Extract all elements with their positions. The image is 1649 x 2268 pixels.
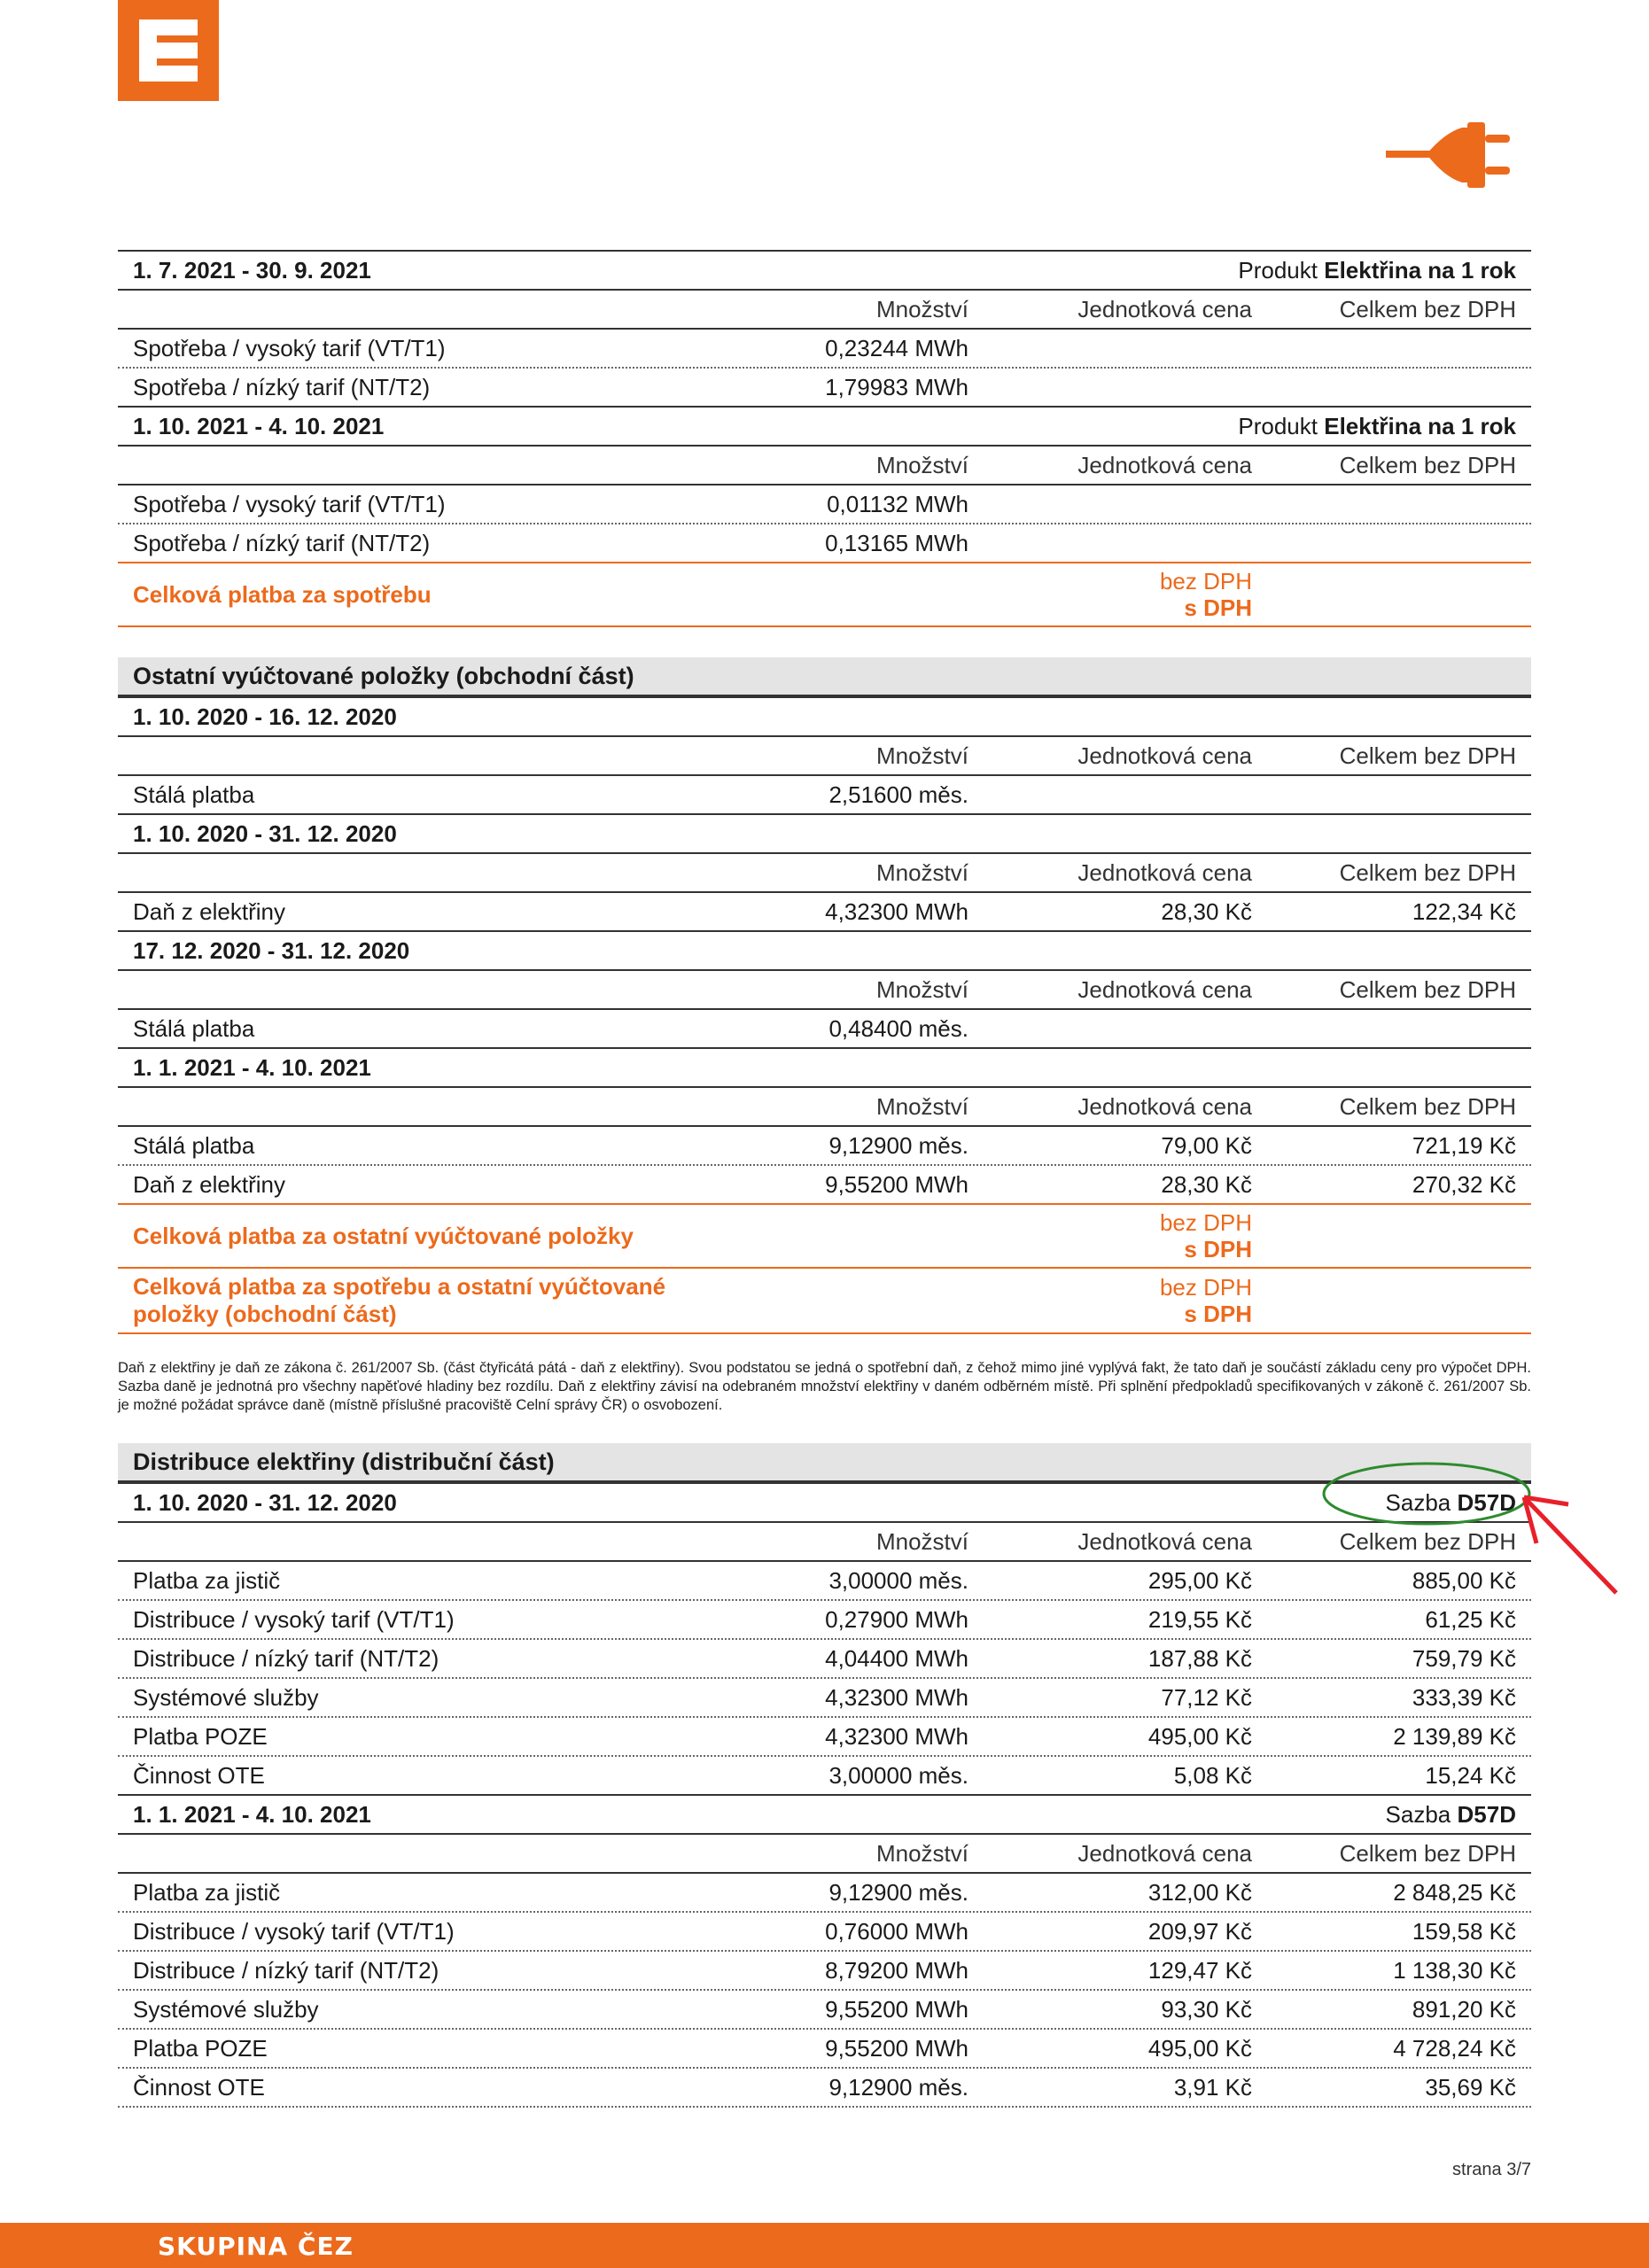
rate-prefix: Sazba [1385,1488,1451,1516]
total-row [118,1269,1531,1334]
item-quantity: 0,48400 měs. [828,1014,968,1042]
spacer [118,627,1531,657]
item-unit-price: 187,88 Kč [1147,1644,1252,1672]
s-dph-label: s DPH [1184,594,1252,621]
item-quantity: 1,79983 MWh [825,373,968,400]
table-row [118,1677,1531,1716]
item-label: Distribuce / vysoký tarif (VT/T1) [133,1605,455,1633]
product [1238,257,1531,284]
item-total: 35,69 Kč [1425,2073,1516,2101]
item-label: Platba POZE [133,2034,268,2062]
period-label: 1. 10. 2020 - 31. 12. 2020 [133,819,397,847]
spacer [118,1415,1531,1443]
footer-brand: SKUPINA ČEZ [158,2232,354,2261]
col-header-celkem: Celkem bez DPH [1339,1092,1516,1120]
footer-bar [0,2223,1649,2268]
item-total: 885,00 Kč [1412,1566,1516,1594]
column-header-row [118,1086,1531,1125]
table-row [118,1599,1531,1638]
col-header-cena: Jednotková cena [1077,858,1252,886]
column-header-row [118,445,1531,484]
col-header-cena: Jednotková cena [1077,1527,1252,1555]
item-quantity: 0,01132 MWh [827,490,968,517]
item-unit-price: 495,00 Kč [1147,1722,1252,1750]
item-label: Daň z elektřiny [133,897,285,925]
item-label: Činnost OTE [133,1761,265,1789]
column-header-row [118,969,1531,1008]
invoice-content [118,250,1531,2108]
item-label: Platba POZE [133,1722,268,1750]
table-row [118,774,1531,813]
table-row [118,1638,1531,1677]
bez-dph-label: bez DPH [1159,1209,1252,1236]
tax-note: Daň z elektřiny je daň ze zákona č. 261/2007 Sb. (část čtyřicátá pátá - daň z elektřiny). Svou podstatou se jedná o spotřební daň, z čehož mimo jiné vyplývá fakt, že tato daň je součástí základu ceny pro výpočet DPH. Sazba daně je jednotná pro všechny napěťové hladiny bez rozdílu. Daň z elektřiny závisí na odebraném množství elektřiny v daném odběrném místě. Při splnění předpokladů specifikovaných v zákoně č. 261/2007 Sb. je možné požádat správce daně (místně příslušné pracoviště Celní správy ČR) o osvobození. [118,1360,1531,1413]
table-row [118,523,1531,562]
col-header-mnozstvi: Množství [875,975,968,1003]
period-row [118,930,1531,969]
table-row [118,2067,1531,2106]
col-header-celkem: Celkem bez DPH [1339,975,1516,1003]
table-row [118,2028,1531,2067]
spacer [118,1334,1531,1359]
product-value: Elektřina na 1 rok [1324,256,1516,284]
item-total: 1 138,30 Kč [1393,1956,1516,1984]
table-row [118,1911,1531,1950]
section-title-distribution: Distribuce elektřiny (distribuční část) [118,1443,1531,1482]
period-label: 1. 1. 2021 - 4. 10. 2021 [133,1800,371,1828]
column-header-row [118,852,1531,891]
table-row [118,1989,1531,2028]
s-dph-label: s DPH [1184,1236,1252,1262]
highlight-ellipse [1320,1460,1533,1527]
item-label: Distribuce / nízký tarif (NT/T2) [133,1956,439,1984]
col-header-mnozstvi: Množství [875,1839,968,1867]
table-row [118,1164,1531,1203]
rate-value: D57D [1457,1488,1516,1516]
bez-dph-label: bez DPH [1159,1274,1252,1301]
item-total: 4 728,24 Kč [1393,2034,1516,2062]
col-header-cena: Jednotková cena [1077,742,1252,769]
table-row [118,367,1531,406]
total-row [118,562,1531,627]
item-label: Spotřeba / nízký tarif (NT/T2) [133,373,431,400]
s-dph-label: s DPH [1184,1301,1252,1327]
item-label: Stálá platba [133,1014,255,1042]
item-total: 122,34 Kč [1412,897,1516,925]
page-number: strana 3/7 [1452,2160,1531,2179]
column-header-row [118,735,1531,774]
period-row [118,406,1531,445]
item-quantity: 0,27900 MWh [825,1605,968,1633]
item-quantity: 9,12900 měs. [828,1878,968,1906]
item-unit-price: 77,12 Kč [1161,1683,1252,1711]
total-vat-labels [968,1274,1252,1327]
item-unit-price: 79,00 Kč [1161,1131,1252,1159]
column-header-row [118,289,1531,328]
period-row [118,813,1531,852]
item-total: 159,58 Kč [1412,1917,1516,1945]
item-total: 61,25 Kč [1425,1605,1516,1633]
item-total: 721,19 Kč [1412,1131,1516,1159]
item-quantity: 3,00000 měs. [828,1566,968,1594]
item-quantity: 0,23244 MWh [825,334,968,361]
item-label: Systémové služby [133,1683,319,1711]
table-row [118,1755,1531,1794]
item-quantity: 9,55200 MWh [825,1995,968,2023]
cez-logo-icon [118,0,219,101]
col-header-mnozstvi: Množství [875,742,968,769]
section-title-other: Ostatní vyúčtované položky (obchodní část) [118,657,1531,696]
item-total: 15,24 Kč [1425,1761,1516,1789]
period-label: 17. 12. 2020 - 31. 12. 2020 [133,936,410,964]
total-label: Celková platba za spotřebu a ostatní vyúčtované položky (obchodní část) [133,1273,666,1327]
total-vat-labels [968,1209,1252,1262]
bez-dph-label: bez DPH [1159,568,1252,594]
col-header-celkem: Celkem bez DPH [1339,742,1516,769]
table-row [118,1560,1531,1599]
product [1238,413,1531,440]
col-header-mnozstvi: Množství [875,858,968,886]
period-label: 1. 7. 2021 - 30. 9. 2021 [133,256,371,284]
col-header-celkem: Celkem bez DPH [1339,1839,1516,1867]
col-header-mnozstvi: Množství [875,295,968,322]
item-label: Spotřeba / vysoký tarif (VT/T1) [133,490,446,517]
period-row [118,1794,1531,1833]
total-row [118,1203,1531,1269]
item-quantity: 4,04400 MWh [825,1644,968,1672]
item-quantity: 4,32300 MWh [825,1683,968,1711]
item-unit-price: 219,55 Kč [1147,1605,1252,1633]
product-prefix: Produkt [1238,256,1318,284]
item-unit-price: 209,97 Kč [1147,1917,1252,1945]
item-quantity: 9,12900 měs. [828,1131,968,1159]
item-total: 759,79 Kč [1412,1644,1516,1672]
table-row [118,891,1531,930]
item-label: Systémové služby [133,1995,319,2023]
table-row [118,1872,1531,1911]
item-label: Distribuce / vysoký tarif (VT/T1) [133,1917,455,1945]
item-unit-price: 93,30 Kč [1161,1995,1252,2023]
total-vat-labels [968,568,1252,621]
item-label: Stálá platba [133,781,255,808]
item-quantity: 9,55200 MWh [825,2034,968,2062]
item-quantity: 3,00000 měs. [828,1761,968,1789]
table-row [118,1950,1531,1989]
rate [1386,1801,1531,1829]
red-arrow-icon [1517,1485,1623,1600]
item-quantity: 4,32300 MWh [825,897,968,925]
item-total: 2 139,89 Kč [1393,1722,1516,1750]
item-label: Platba za jistič [133,1566,281,1594]
col-header-mnozstvi: Množství [875,1527,968,1555]
plug-icon [1382,115,1524,195]
item-label: Spotřeba / nízký tarif (NT/T2) [133,529,431,556]
period-row [118,1482,1531,1521]
item-unit-price: 28,30 Kč [1161,897,1252,925]
col-header-celkem: Celkem bez DPH [1339,858,1516,886]
col-header-cena: Jednotková cena [1077,1839,1252,1867]
total-label: Celková platba za spotřebu [133,580,432,608]
col-header-celkem: Celkem bez DPH [1339,451,1516,478]
col-header-cena: Jednotková cena [1077,295,1252,322]
column-header-row [118,1833,1531,1872]
item-quantity: 0,76000 MWh [825,1917,968,1945]
rate-prefix: Sazba [1385,1800,1451,1828]
item-quantity: 2,51600 měs. [828,781,968,808]
col-header-cena: Jednotková cena [1077,975,1252,1003]
product-prefix: Produkt [1238,412,1318,439]
item-quantity: 9,55200 MWh [825,1170,968,1198]
item-unit-price: 495,00 Kč [1147,2034,1252,2062]
period-label: 1. 1. 2021 - 4. 10. 2021 [133,1053,371,1081]
period-label: 1. 10. 2020 - 16. 12. 2020 [133,703,397,730]
total-label: Celková platba za ostatní vyúčtované položky [133,1222,634,1249]
item-unit-price: 129,47 Kč [1147,1956,1252,1984]
item-label: Spotřeba / vysoký tarif (VT/T1) [133,334,446,361]
item-quantity: 8,79200 MWh [825,1956,968,1984]
period-label: 1. 10. 2020 - 31. 12. 2020 [133,1488,397,1516]
product-value: Elektřina na 1 rok [1324,412,1516,439]
item-total: 2 848,25 Kč [1393,1878,1516,1906]
table-row [118,484,1531,523]
col-header-mnozstvi: Množství [875,1092,968,1120]
item-total: 270,32 Kč [1412,1170,1516,1198]
table-row [118,1125,1531,1164]
item-unit-price: 5,08 Kč [1173,1761,1252,1789]
period-row [118,1047,1531,1086]
table-end-line [118,2106,1531,2108]
item-quantity: 0,13165 MWh [825,529,968,556]
col-header-mnozstvi: Množství [875,451,968,478]
period-row [118,250,1531,289]
period-row [118,696,1531,735]
item-label: Daň z elektřiny [133,1170,285,1198]
item-unit-price: 312,00 Kč [1147,1878,1252,1906]
item-quantity: 9,12900 měs. [828,2073,968,2101]
item-total: 891,20 Kč [1412,1995,1516,2023]
col-header-celkem: Celkem bez DPH [1339,295,1516,322]
col-header-celkem: Celkem bez DPH [1339,1527,1516,1555]
item-total: 333,39 Kč [1412,1683,1516,1711]
item-label: Činnost OTE [133,2073,265,2101]
col-header-cena: Jednotková cena [1077,451,1252,478]
item-label: Stálá platba [133,1131,255,1159]
item-unit-price: 28,30 Kč [1161,1170,1252,1198]
table-row [118,328,1531,367]
table-row [118,1008,1531,1047]
table-row [118,1716,1531,1755]
item-quantity: 4,32300 MWh [825,1722,968,1750]
item-label: Platba za jistič [133,1878,281,1906]
item-unit-price: 295,00 Kč [1147,1566,1252,1594]
col-header-cena: Jednotková cena [1077,1092,1252,1120]
item-unit-price: 3,91 Kč [1173,2073,1252,2101]
rate-value: D57D [1457,1800,1516,1828]
item-label: Distribuce / nízký tarif (NT/T2) [133,1644,439,1672]
period-label: 1. 10. 2021 - 4. 10. 2021 [133,412,385,439]
column-header-row [118,1521,1531,1560]
